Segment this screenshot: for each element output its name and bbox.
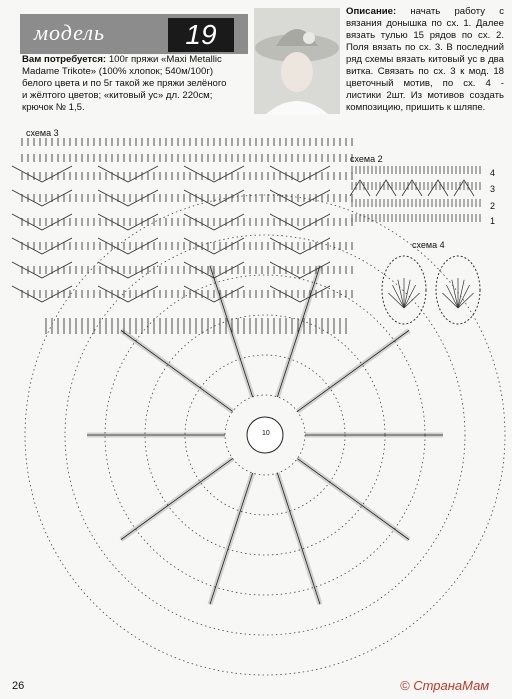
scheme2-label: схема 2 (350, 154, 383, 164)
petal-spoke (121, 330, 233, 411)
fan-arc (98, 166, 158, 182)
leaf-vein (404, 280, 410, 308)
fan-arc (270, 190, 330, 206)
fan-arc (98, 262, 158, 278)
scheme2-row-label: 1 (490, 216, 496, 226)
fan-arc (98, 286, 158, 302)
petal-spoke (297, 459, 409, 540)
leaf-vein (398, 280, 404, 308)
fan-arc (12, 286, 72, 302)
scheme2-row-label: 3 (490, 184, 496, 194)
fan-arc (270, 166, 330, 182)
page-number: 26 (12, 680, 25, 692)
fan-arc (12, 238, 72, 254)
fan-arc (428, 180, 448, 196)
materials-heading: Вам потребуется: (22, 54, 107, 65)
fan-arc (270, 238, 330, 254)
scheme2-row-label: 2 (490, 201, 496, 211)
scheme3-label: схема 3 (26, 128, 59, 138)
leaf-vein (446, 285, 458, 308)
petal-spoke (297, 330, 409, 411)
leaf-vein (404, 293, 420, 308)
leaf-vein (458, 285, 470, 308)
description-heading: Описание: (346, 6, 397, 17)
fan-arc (12, 262, 72, 278)
petal-spoke (121, 459, 233, 540)
fan-arc (12, 166, 72, 182)
petal-spoke (277, 473, 320, 604)
fan-arc (376, 180, 396, 196)
leaf-vein (452, 280, 458, 308)
leaf-vein (458, 280, 464, 308)
model-number: 19 (168, 18, 234, 52)
leaf-vein (442, 293, 458, 308)
scheme2-row-label: 4 (490, 168, 496, 178)
model-title: модель (34, 20, 105, 45)
fan-arc (98, 214, 158, 230)
materials-text: 100г пряжи «Maxi Metallic Madame Trikote» (100% хлопок; 540м/100г) белого цвета и по 5г такой же пряжи зелёного и жёлтого цветов; «китовый ус» дл. 220см; крючок № 1,5. (22, 54, 227, 113)
fan-arc (270, 214, 330, 230)
scheme4-label: схема 4 (412, 240, 445, 250)
watermark: © СтранаМам (400, 678, 490, 693)
petal-spoke (210, 473, 253, 604)
petal-spoke (277, 266, 320, 397)
fan-arc (12, 190, 72, 206)
center-label: 10 (262, 430, 270, 437)
leaf-vein (458, 293, 474, 308)
fan-arc (98, 238, 158, 254)
fan-arc (98, 190, 158, 206)
leaf-vein (388, 293, 404, 308)
fan-arc (12, 214, 72, 230)
fan-arc (270, 286, 330, 302)
petal-spoke (210, 266, 253, 397)
leaf-vein (392, 285, 404, 308)
description-text: начать работу с вязания донышка по сх. 1. Далее вязать тулью 15 рядов по сх. 2. Поля вязать по сх. 3. В последний ряд схемы вязать китовый ус в два витка. Связать по сх. 3 к мод. 18 цветочный мотив, по сх. 4 - листики 2шт. Из мотивов создать композицию, пришить к шляпе. (346, 6, 504, 113)
